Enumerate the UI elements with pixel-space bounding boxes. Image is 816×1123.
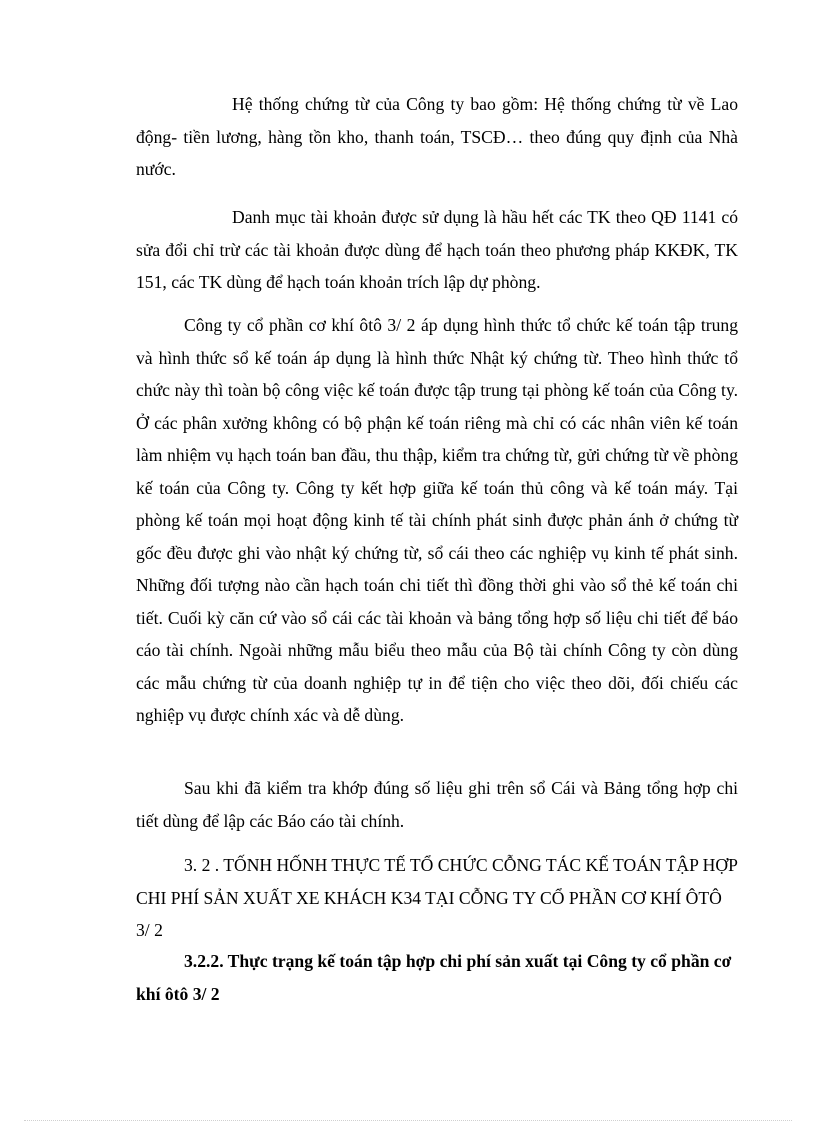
paragraph-reconciliation: Sau khi đã kiểm tra khớp đúng số liệu ghi trên sổ Cái và Bảng tổng hợp chi tiết dùng để lập các Báo cáo tài chính. — [136, 778, 738, 831]
paragraph-accounting-form: Công ty cổ phần cơ khí ôtô 3/ 2 áp dụng hình thức tổ chức kế toán tập trung và hình thức sổ kế toán áp dụng là hình thức Nhật ký chứng từ. Theo hình thức tổ chức này thì toàn bộ công việc kế toán được tập trung tại phòng kế toán của Công ty. Ở các phân xưởng không có bộ phận kế toán riêng mà chỉ có các nhân viên kế toán làm nhiệm vụ hạch toán ban đầu, thu thập, kiểm tra chứng từ, gửi chứng từ về phòng kế toán của Công ty. Công ty kết hợp giữa kế toán thủ công và kế toán máy. Tại phòng kế toán mọi hoạt động kinh tế tài chính phát sinh được phản ánh ở chứng từ gốc đều được ghi vào nhật ký chứng từ, sổ cái theo các nghiệp vụ kinh tế phát sinh. Những đối tượng nào cần hạch toán chi tiết thì đồng thời ghi vào sổ thẻ kế toán chi tiết. Cuối kỳ căn cứ vào sổ cái các tài khoản và bảng tổng hợp số liệu chi tiết để báo cáo tài chính. Ngoài những mẫu biểu theo mẫu của Bộ tài chính Công ty còn dùng các mẫu chứng từ của doanh nghiệp tự in để tiện cho việc theo dõi, đối chiếu các nghiệp vụ được chính xác và dễ dùng. — [136, 315, 738, 725]
section-heading: 3. 2 . TỐNH HỐNH THỰC TẾ TỔ CHỨC CỖNG TÁC KẾ TOÁN TẬP HỢP CHI PHÍ SẢN XUẤT XE KHÁCH K34 TẠI CỖNG TY CỔ PHẦN CƠ KHÍ ÔTÔ 3/ 2 — [136, 855, 738, 940]
subsection-heading: 3.2.2. Thực trạng kế toán tập hợp chi phí sản xuất tại Công ty cổ phần cơ khí ôtô 3/ 2 — [136, 951, 732, 1004]
paragraph-account-list: Danh mục tài khoản được sử dụng là hầu hết các TK theo QĐ 1141 có sửa đổi chỉ trừ các tài khoản được dùng để hạch toán theo phương pháp KKĐK, TK 151, các TK dùng để hạch toán khoản trích lập dự phòng. — [136, 207, 738, 292]
paragraph-document-system: Hệ thống chứng từ của Công ty bao gồm: Hệ thống chứng từ về Lao động- tiền lương, hàng tồn kho, thanh toán, TSCĐ… theo đúng quy định của Nhà nước. — [136, 94, 738, 179]
page-bottom-divider — [24, 1120, 792, 1121]
